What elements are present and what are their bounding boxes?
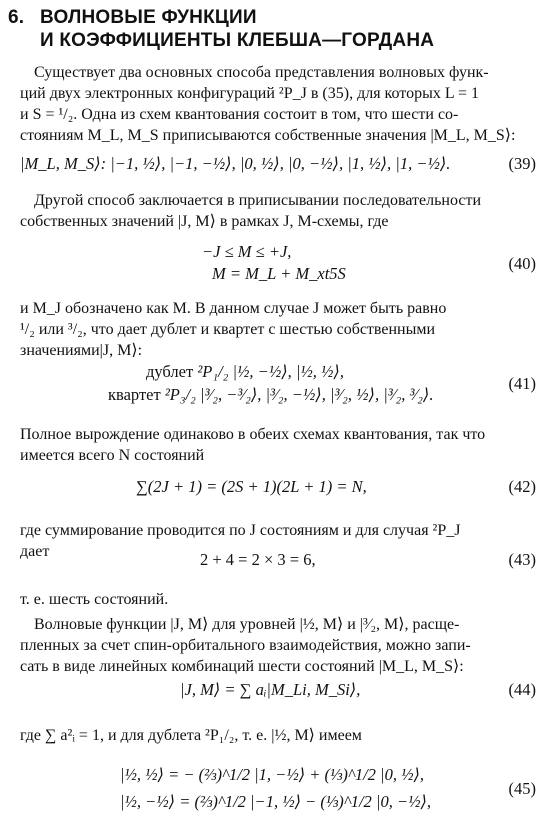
paragraph-line: Другой способ заключается в приписывании последовательности bbox=[34, 192, 482, 209]
equation-40-body-2: M = M_L + M_xt5S bbox=[212, 264, 346, 283]
paragraph-line: собственных значений |J, M⟩ в рамках J, M-схемы, где bbox=[20, 213, 389, 230]
equation-39 bbox=[0, 154, 552, 176]
equation-39-number: (39) bbox=[508, 154, 536, 173]
section-number: 6. bbox=[8, 7, 25, 28]
equation-43 bbox=[0, 550, 552, 572]
equation-41-row-1 bbox=[146, 362, 344, 382]
heading-line-1 bbox=[8, 6, 538, 29]
paragraph-7 bbox=[20, 614, 542, 677]
equation-40-body-1: −J ≤ M ≤ +J, bbox=[202, 242, 292, 261]
paragraph-line: ¹/₂ или ³/₂, что дает дублет и квартет с шестью собственными bbox=[20, 321, 436, 338]
section-title-line-2: И КОЭФФИЦИЕНТЫ КЛЕБША—ГОРДАНА bbox=[40, 30, 435, 51]
paragraph-line: т. е. шесть состояний. bbox=[20, 591, 169, 608]
equation-44-number: (44) bbox=[508, 680, 536, 699]
section-title-line-1: ВОЛНОВЫЕ ФУНКЦИИ bbox=[40, 7, 257, 28]
equation-40-number: (40) bbox=[508, 254, 536, 273]
equation-44-body: |J, M⟩ = ∑ aᵢ|M_Li, M_Si⟩, bbox=[180, 680, 361, 699]
equation-41-label-doublet: дублет bbox=[146, 362, 194, 381]
equation-42-body: ∑(2J + 1) = (2S + 1)(2L + 1) = N, bbox=[136, 477, 367, 496]
paragraph-8 bbox=[20, 725, 542, 746]
paragraph-3 bbox=[20, 298, 542, 361]
equation-42 bbox=[0, 477, 552, 499]
equation-45-number: (45) bbox=[508, 779, 536, 798]
paragraph-6 bbox=[20, 589, 542, 610]
paragraph-line: Полное вырождение одинаково в обеих схемах квантования, так что bbox=[20, 426, 486, 443]
equation-41-row-2 bbox=[108, 385, 433, 405]
equation-40-line-1 bbox=[0, 242, 552, 264]
equation-45-line-2 bbox=[0, 779, 552, 814]
paragraph-1 bbox=[20, 62, 542, 146]
paragraph-line: пленных за счет спин-орбитального взаимодействия, можно запи- bbox=[20, 637, 471, 654]
equation-41-line-2 bbox=[0, 374, 552, 407]
equation-41-label-quartet: квартет bbox=[108, 385, 161, 404]
equation-45-line-1 bbox=[0, 765, 552, 787]
paragraph-line: имеется всего N состояний bbox=[20, 447, 205, 464]
paragraph-line: значениями|J, M⟩: bbox=[20, 342, 143, 359]
section-heading bbox=[8, 6, 538, 52]
paragraph-line: Существует два основных способа представления волновых функ- bbox=[34, 64, 489, 81]
equation-41-body-1: ²P₁/₂ |½, −½⟩, |½, ½⟩, bbox=[197, 362, 344, 381]
paragraph-line: сать в виде линейных комбинаций шести состояний |M_L, M_S⟩: bbox=[20, 658, 464, 675]
equation-41-line-1 bbox=[0, 362, 552, 384]
equation-44 bbox=[0, 680, 552, 702]
paragraph-line: Волновые функции |J, M⟩ для уровней |½, M⟩ и |³⁄₂, M⟩, расще- bbox=[34, 616, 460, 633]
paragraph-line: и S = ¹/₂. Одна из схем квантования состоит в том, что шести со- bbox=[20, 106, 459, 123]
equation-39-body: |M_L, M_S⟩: |−1, ½⟩, |−1, −½⟩, |0, ½⟩, |0, −½⟩, |1, ½⟩, |1, −½⟩. bbox=[20, 154, 451, 173]
equation-41-number: (41) bbox=[508, 374, 536, 393]
equation-45-body-2: |½, −½⟩ = (⅔)^1/2 |−1, ½⟩ − (⅓)^1/2 |0, −½⟩, bbox=[120, 792, 432, 811]
equation-41-body-2: ²P₃/₂ |³⁄₂, −³⁄₂⟩, |³⁄₂, −½⟩, |³⁄₂, ½⟩, |³⁄₂, ³⁄₂⟩. bbox=[164, 385, 434, 404]
paragraph-line: и M_J обозначено как M. В данном случае J может быть равно bbox=[20, 300, 447, 317]
paragraph-line: дает bbox=[20, 543, 50, 560]
equation-42-number: (42) bbox=[508, 477, 536, 496]
paragraph-line: ций двух электронных конфигураций ²P_J в (35), для которых L = 1 bbox=[20, 85, 480, 102]
equation-45-body-1: |½, ½⟩ = − (⅔)^1/2 |1, −½⟩ + (⅓)^1/2 |0, ½⟩, bbox=[120, 765, 425, 784]
equation-43-number: (43) bbox=[508, 550, 536, 569]
paragraph-line: стояниям M_L, M_S приписываются собственные значения |M_L, M_S⟩: bbox=[20, 127, 516, 144]
paragraph-line: где суммирование проводится по J состояниям и для случая ²P_J bbox=[20, 522, 461, 539]
paragraph-4 bbox=[20, 424, 542, 466]
equation-43-body: 2 + 4 = 2 × 3 = 6, bbox=[200, 550, 316, 569]
paragraph-2 bbox=[20, 190, 542, 232]
paragraph-line: где ∑ a²ᵢ = 1, и для дублета ²P₁/₂, т. е. |½, M⟩ имеем bbox=[20, 727, 362, 744]
equation-40-line-2 bbox=[0, 254, 552, 286]
